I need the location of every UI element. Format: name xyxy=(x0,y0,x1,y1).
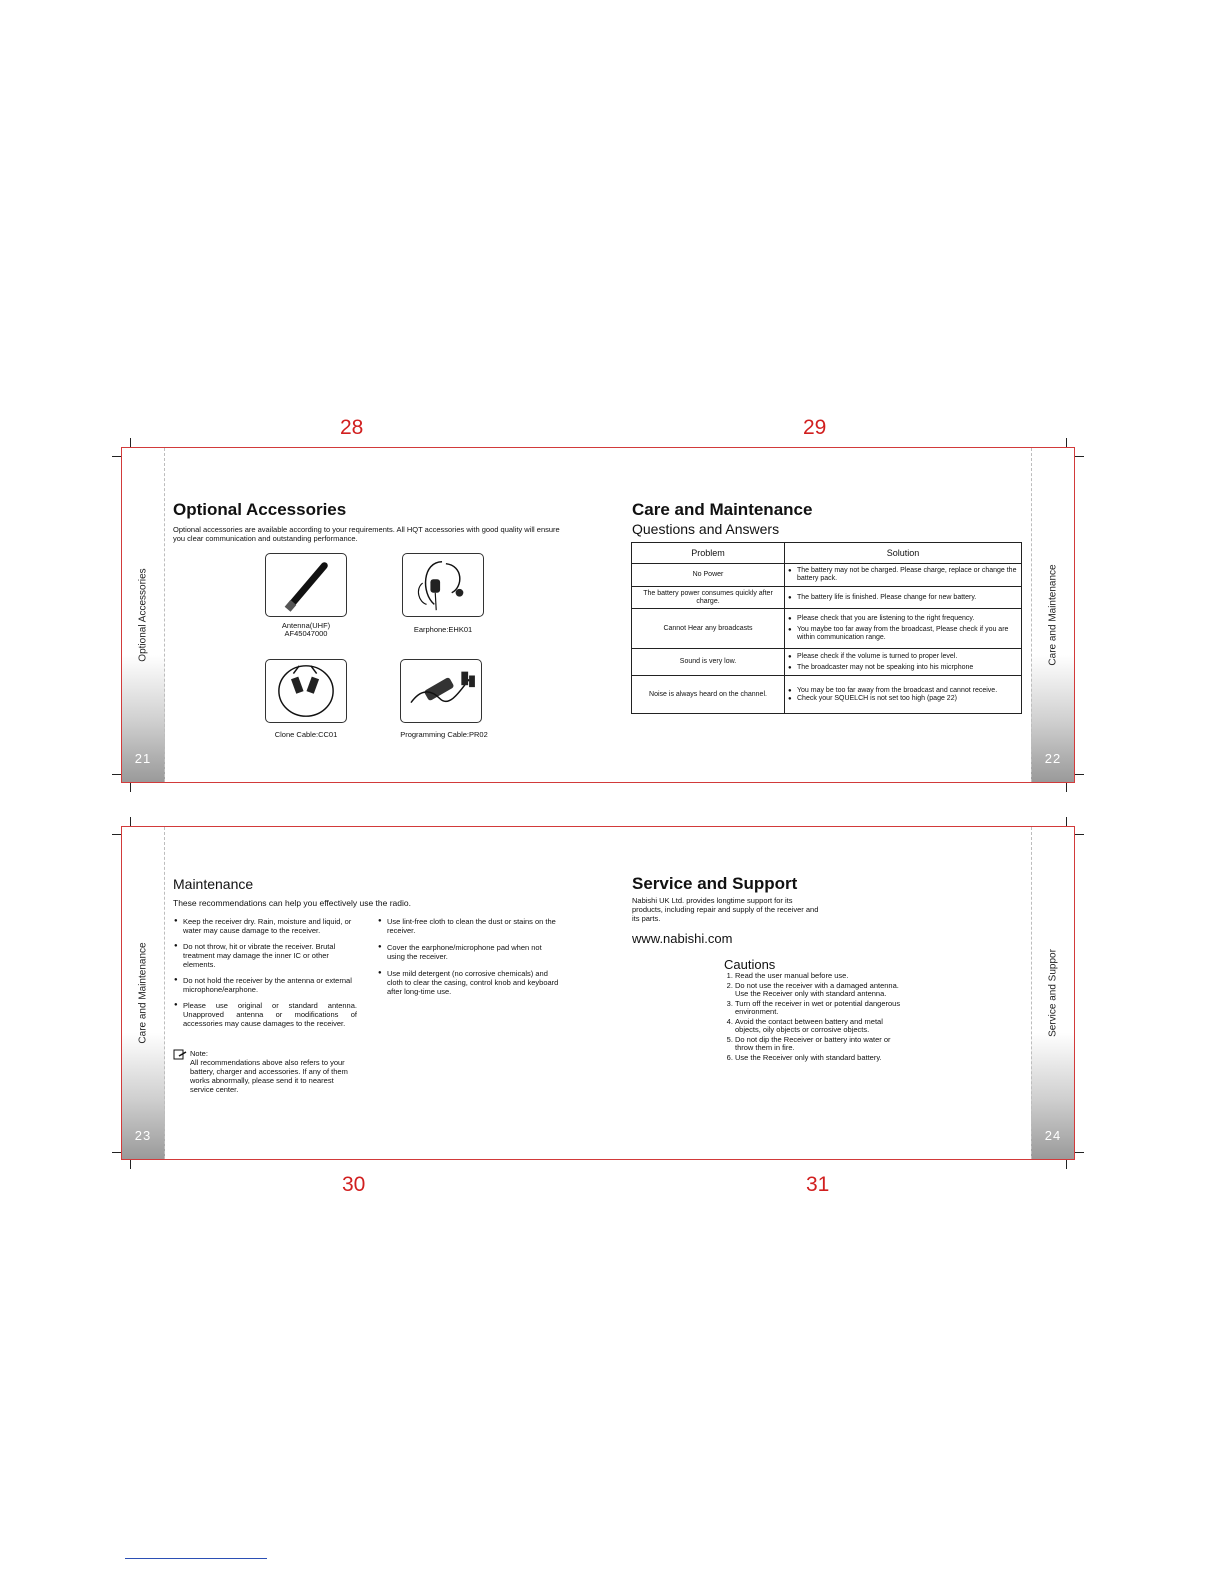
intro-text: Nabishi UK Ltd. provides longtime support for its products, including repair and supply of the receiver and its parts. xyxy=(632,896,819,923)
problem-cell: Noise is always heard on the channel. xyxy=(632,676,785,714)
page-title: Optional Accessories xyxy=(173,500,347,519)
side-title: Service and Suppor xyxy=(1047,949,1059,1037)
earphone-icon xyxy=(403,554,483,616)
crop-mark xyxy=(1075,774,1084,775)
table-row xyxy=(632,676,1022,714)
intro-text: Optional accessories are available according to your requirements. All HQT accessories with good quality will ensure you clear communication and outstanding performance. xyxy=(173,525,560,543)
website-link[interactable]: www.nabishi.com xyxy=(632,931,733,946)
list-item: 2. Do not use the receiver with a damaged antenna. Use the Receiver only with standard antenna. xyxy=(735,982,910,999)
page-number-31: 31 xyxy=(806,1173,830,1196)
crop-mark xyxy=(130,817,131,826)
side-title: Care and Maintenance xyxy=(137,942,149,1044)
maintenance-list-left xyxy=(174,917,357,1033)
table-row xyxy=(632,564,1022,587)
note-text: All recommendations above also refers to your battery, charger and accessories. If any of them works abnormally, please send it to nearest service center. xyxy=(190,1058,348,1094)
earphone-image xyxy=(402,553,484,617)
crop-mark xyxy=(112,834,121,835)
accessory-label: Earphone:EHK01 xyxy=(413,625,473,634)
page-title: Maintenance xyxy=(173,876,254,892)
folio-number: 24 xyxy=(1044,1128,1062,1143)
solution-cell: ● Please check that you are listening to the right frequency. ● You maybe too far away from the broadcast, Please check if you are within communication range. xyxy=(785,609,1022,649)
clone-cable-image xyxy=(265,659,347,723)
section-subtitle: Questions and Answers xyxy=(632,521,780,537)
crop-mark xyxy=(130,1160,131,1169)
column-header: Problem xyxy=(632,543,785,564)
crop-mark xyxy=(112,456,121,457)
list-item: 6. Use the Receiver only with standard battery. xyxy=(735,1054,910,1063)
list-item: ● Do not hold the receiver by the antenna or external microphone/earphone. xyxy=(174,976,357,994)
list-item: 5. Do not dip the Receiver or battery into water or throw them in fire. xyxy=(735,1036,910,1053)
folio-number: 22 xyxy=(1044,751,1062,766)
accessory-label: Programming Cable:PR02 xyxy=(400,730,488,739)
side-tab-right xyxy=(1031,827,1074,1159)
list-item: ● Do not throw, hit or vibrate the receiver. Brutal treatment may damage the inner IC or other elements. xyxy=(174,942,357,969)
column-header: Solution xyxy=(785,543,1022,564)
list-item: ● Use lint-free cloth to clean the dust or stains on the receiver. xyxy=(378,917,561,935)
problem-cell: Cannot Hear any broadcasts xyxy=(632,609,785,649)
crop-mark xyxy=(1066,817,1067,826)
solution-cell: ● The battery may not be charged. Please charge, replace or change the battery pack. xyxy=(785,564,1022,587)
accessory-label: Antenna(UHF) AF45047000 xyxy=(281,621,331,638)
problem-cell: No Power xyxy=(632,564,785,587)
crop-mark xyxy=(1075,1152,1084,1153)
problem-cell: Sound is very low. xyxy=(632,649,785,676)
page-number-28: 28 xyxy=(340,416,364,439)
side-tab-left xyxy=(122,448,165,782)
side-title: Optional Accessories xyxy=(137,568,149,662)
crop-mark xyxy=(1075,456,1084,457)
cautions-list xyxy=(724,972,910,1063)
crop-mark xyxy=(1066,783,1067,792)
solution-cell: ● Please check if the volume is turned to proper level. ● The broadcaster may not be speaking into his micrphone xyxy=(785,649,1022,676)
antenna-icon xyxy=(266,554,346,616)
intro-text: These recommendations can help you effectively use the radio. xyxy=(173,898,411,908)
page-title: Care and Maintenance xyxy=(632,500,813,519)
list-item: ● Cover the earphone/microphone pad when not using the receiver. xyxy=(378,943,561,961)
side-title: Care and Maintenance xyxy=(1047,564,1059,666)
table-row xyxy=(632,609,1022,649)
crop-mark xyxy=(112,774,121,775)
folio-number: 21 xyxy=(134,751,152,766)
crop-mark xyxy=(1066,438,1067,447)
programming-cable-image xyxy=(400,659,482,723)
side-tab-right xyxy=(1031,448,1074,782)
clone-cable-icon xyxy=(266,660,346,722)
crop-mark xyxy=(130,783,131,792)
qa-table xyxy=(631,542,1022,714)
side-tab-left xyxy=(122,827,165,1159)
crop-mark xyxy=(1066,1160,1067,1169)
list-item: 1. Read the user manual before use. xyxy=(735,972,910,981)
footnote-rule xyxy=(125,1558,267,1559)
antenna-image xyxy=(265,553,347,617)
crop-mark xyxy=(112,1152,121,1153)
table-header-row xyxy=(632,543,1022,564)
folio-number: 23 xyxy=(134,1128,152,1143)
page-title: Service and Support xyxy=(632,874,798,893)
problem-cell: The battery power consumes quickly after charge. xyxy=(632,587,785,609)
solution-cell: ● The battery life is finished. Please change for new battery. xyxy=(785,587,1022,609)
crop-mark xyxy=(130,438,131,447)
list-item: 4. Avoid the contact between battery and metal objects, oily objects or corrosive objects. xyxy=(735,1018,910,1035)
solution-cell: ● You may be too far away from the broadcast and cannot receive. ● Check your SQUELCH is not set too high (page 22) xyxy=(785,676,1022,714)
note-icon xyxy=(173,1048,187,1060)
accessory-label: Clone Cable:CC01 xyxy=(274,730,338,739)
note-label: Note: xyxy=(190,1049,208,1058)
table-row xyxy=(632,649,1022,676)
crop-mark xyxy=(1075,834,1084,835)
table-row xyxy=(632,587,1022,609)
list-item: 3. Turn off the receiver in wet or potential dangerous environment. xyxy=(735,1000,910,1017)
list-item: ● Please use original or standard antenna. Unapproved antenna or modifications of accessories may cause damages to the receiver. xyxy=(174,1001,357,1028)
programming-cable-icon xyxy=(401,660,481,722)
list-item: ● Use mild detergent (no corrosive chemicals) and cloth to clear the casing, control knob and keyboard after long-time use. xyxy=(378,969,561,996)
list-item: ● Keep the receiver dry. Rain, moisture and liquid, or water may cause damage to the receiver. xyxy=(174,917,357,935)
cautions-title: Cautions xyxy=(724,957,776,972)
page-number-29: 29 xyxy=(803,416,827,439)
page-number-30: 30 xyxy=(342,1173,366,1196)
maintenance-list-right xyxy=(378,917,561,1001)
